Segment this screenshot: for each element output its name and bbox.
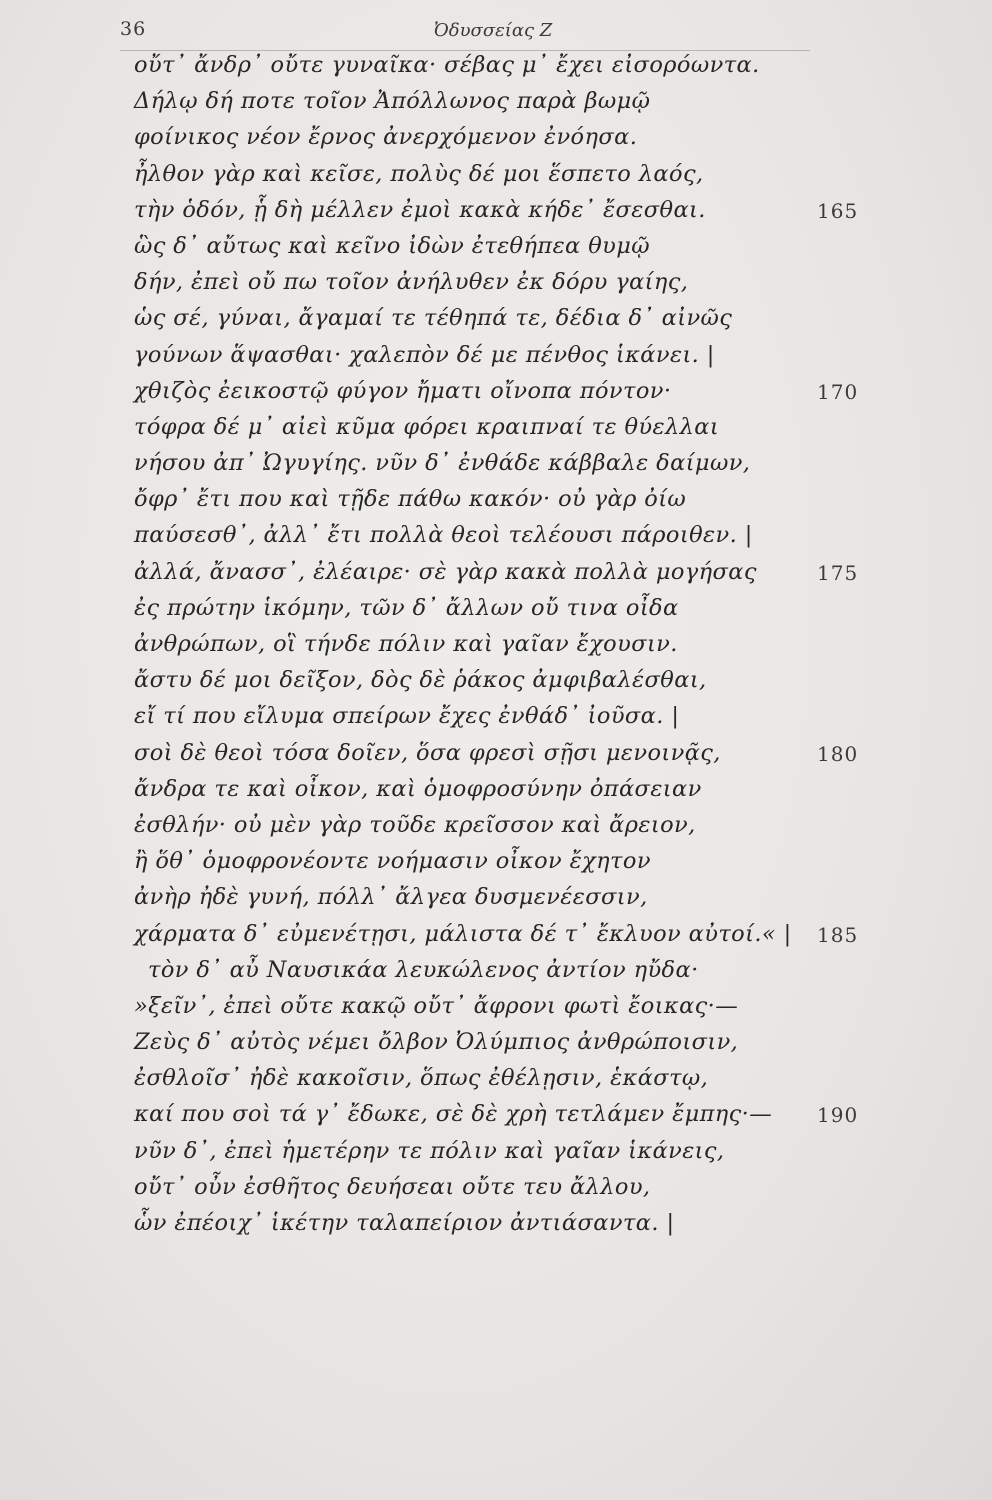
- verse-text: τὴν ὁδόν, ᾗ δὴ μέλλεν ἐμοὶ κακὰ κήδε᾽ ἔσεσθαι.: [134, 196, 706, 223]
- verse-line: [0, 410, 992, 446]
- verse-text: ὣς δ᾽ αὔτως καὶ κεῖνο ἰδὼν ἐτεθήπεα θυμῷ: [134, 232, 650, 259]
- verse-line: [0, 1134, 992, 1170]
- line-number: 180: [817, 741, 859, 766]
- verse-line: [0, 120, 992, 156]
- verse-text: ἐσθλοῖσ᾽ ἠδὲ κακοῖσιν, ὅπως ἐθέλῃσιν, ἑκάστῳ,: [134, 1065, 709, 1092]
- verse-text: »ξεῖν᾽, ἐπεὶ οὔτε κακῷ οὔτ᾽ ἄφρονι φωτὶ ἔοικας·—: [134, 992, 739, 1019]
- verse-text: οὔτ᾽ ἄνδρ᾽ οὔτε γυναῖκα· σέβας μ᾽ ἔχει εἰσορόωντα.: [134, 52, 760, 78]
- verse-text: ἀνθρώπων, οἳ τήνδε πόλιν καὶ γαῖαν ἔχουσιν.: [134, 631, 678, 657]
- verse-text: Ζεὺς δ᾽ αὐτὸς νέμει ὄλβον Ὀλύμπιος ἀνθρώποισιν,: [134, 1029, 739, 1056]
- verse-line: [0, 736, 992, 772]
- verse-text: Δήλῳ δή ποτε τοῖον Ἀπόλλωνος παρὰ βωμῷ: [134, 88, 651, 115]
- verse-line: [0, 193, 992, 229]
- verse-text: καί που σοὶ τά γ᾽ ἔδωκε, σὲ δὲ χρὴ τετλάμεν ἔμπης·—: [134, 1101, 773, 1128]
- verse-line: [0, 1061, 992, 1097]
- verse-line: [0, 265, 992, 301]
- verse-text: τὸν δ᾽ αὖ Ναυσικάα λευκώλενος ἀντίον ηὔδα·: [148, 956, 699, 983]
- verse-block: [0, 48, 992, 1242]
- verse-line: [0, 699, 992, 735]
- verse-text: ἐσθλήν· οὐ μὲν γὰρ τοῦδε κρεῖσσον καὶ ἄρειον,: [134, 811, 696, 838]
- verse-text: γούνων ἅψασθαι· χαλεπὸν δέ με πένθος ἱκάνει. |: [134, 341, 715, 368]
- verse-line: [0, 1170, 992, 1206]
- verse-line: [0, 338, 992, 374]
- verse-line: [0, 446, 992, 482]
- verse-text: δήν, ἐπεὶ οὔ πω τοῖον ἀνήλυθεν ἐκ δόρυ γαίης,: [134, 269, 689, 296]
- verse-line: [0, 84, 992, 120]
- verse-line: [0, 844, 992, 880]
- verse-line: [0, 808, 992, 844]
- line-number: 190: [817, 1103, 859, 1128]
- verse-line: [0, 482, 992, 518]
- verse-text: νῦν δ᾽, ἐπεὶ ἡμετέρην τε πόλιν καὶ γαῖαν ἱκάνεις,: [134, 1137, 725, 1164]
- verse-text: σοὶ δὲ θεοὶ τόσα δοῖεν, ὅσα φρεσὶ σῇσι μενοινᾷς,: [134, 739, 721, 766]
- verse-line: [0, 518, 992, 554]
- verse-line: [0, 555, 992, 591]
- verse-text: ἀλλά, ἄνασσ᾽, ἐλέαιρε· σὲ γὰρ κακὰ πολλὰ μογήσας: [134, 558, 757, 585]
- verse-line: [0, 953, 992, 989]
- verse-line: [0, 917, 992, 953]
- verse-line: [0, 1206, 992, 1242]
- line-number: 165: [817, 198, 859, 223]
- verse-line: [0, 374, 992, 410]
- verse-line: [0, 591, 992, 627]
- verse-line: [0, 772, 992, 808]
- verse-line: [0, 663, 992, 699]
- verse-text: φοίνικος νέον ἔρνος ἀνερχόμενον ἐνόησα.: [134, 124, 638, 151]
- verse-text: χθιζὸς ἐεικοστῷ φύγον ἤματι οἴνοπα πόντον·: [134, 377, 672, 404]
- line-number: 170: [817, 379, 859, 404]
- verse-text: παύσεσθ᾽, ἀλλ᾽ ἔτι πολλὰ θεοὶ τελέουσι πάροιθεν. |: [134, 522, 753, 549]
- verse-line: [0, 157, 992, 193]
- verse-text: τόφρα δέ μ᾽ αἰεὶ κῦμα φόρει κραιπναί τε θύελλαι: [134, 413, 720, 440]
- verse-line: [0, 48, 992, 84]
- verse-line: [0, 1097, 992, 1133]
- verse-text: νήσου ἀπ᾽ Ὠγυγίης. νῦν δ᾽ ἐνθάδε κάββαλε δαίμων,: [134, 450, 751, 477]
- verse-text: εἴ τί που εἴλυμα σπείρων ἔχες ἐνθάδ᾽ ἰοῦσα. |: [134, 703, 680, 730]
- verse-text: ἢ ὅθ᾽ ὁμοφρονέοντε νοήμασιν οἶκον ἔχητον: [134, 848, 651, 875]
- verse-text: χάρματα δ᾽ εὐμενέτῃσι, μάλιστα δέ τ᾽ ἔκλυον αὐτοί.« |: [134, 920, 792, 947]
- verse-text: ἐς πρώτην ἱκόμην, τῶν δ᾽ ἄλλων οὔ τινα οἶδα: [134, 594, 679, 621]
- verse-text: ὄφρ᾽ ἔτι που καὶ τῇδε πάθω κακόν· οὐ γὰρ ὀίω: [134, 486, 687, 513]
- verse-text: ἄστυ δέ μοι δεῖξον, δὸς δὲ ῥάκος ἀμφιβαλέσθαι,: [134, 667, 707, 694]
- verse-line: [0, 880, 992, 916]
- verse-text: ὧν ἐπέοιχ᾽ ἱκέτην ταλαπείριον ἀντιάσαντα. |: [134, 1210, 675, 1236]
- verse-text: οὔτ᾽ οὖν ἐσθῆτος δευήσεαι οὔτε τευ ἄλλου,: [134, 1173, 651, 1200]
- line-number: 175: [817, 560, 859, 585]
- verse-text: ἀνὴρ ἠδὲ γυνή, πόλλ᾽ ἄλγεα δυσμενέεσσιν,: [134, 884, 648, 911]
- verse-text: ἄνδρα τε καὶ οἶκον, καὶ ὁμοφροσύνην ὀπάσειαν: [134, 775, 702, 802]
- verse-line: [0, 989, 992, 1025]
- verse-line: [0, 301, 992, 337]
- page-number: 36: [120, 18, 147, 40]
- running-title: Ὀδυσσείας Ζ: [434, 20, 553, 41]
- verse-text: ὡς σέ, γύναι, ἄγαμαί τε τέθηπά τε, δέδια δ᾽ αἰνῶς: [134, 305, 733, 332]
- verse-line: [0, 229, 992, 265]
- verse-line: [0, 1025, 992, 1061]
- verse-text: ἦλθον γὰρ καὶ κεῖσε, πολὺς δέ μοι ἕσπετο λαός,: [134, 160, 704, 187]
- verse-line: [0, 627, 992, 663]
- line-number: 185: [817, 922, 859, 947]
